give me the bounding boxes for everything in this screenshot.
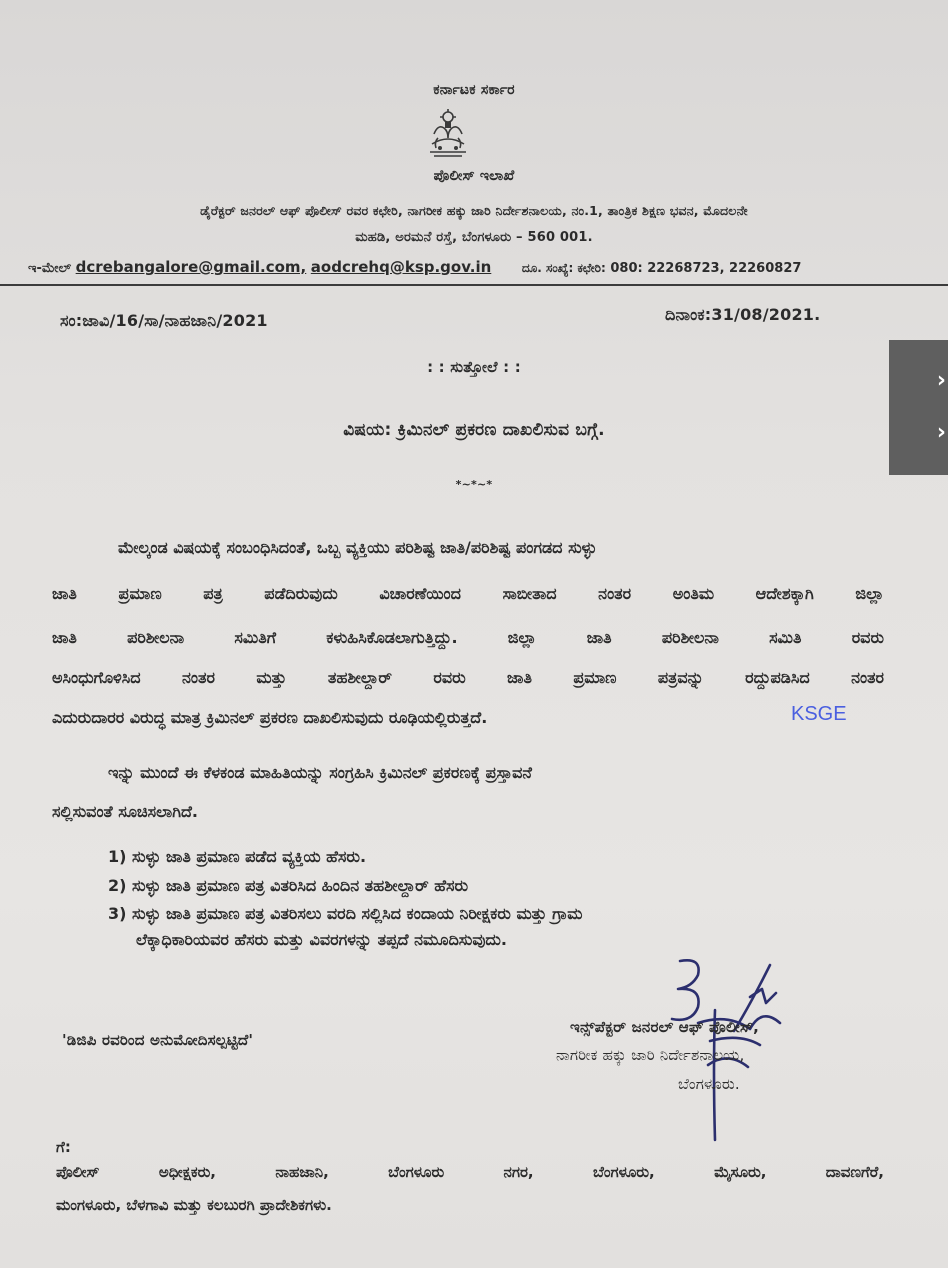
- chevron-right-icon: ›: [936, 420, 946, 445]
- separator: *~*~*: [455, 478, 493, 491]
- reference-number: ಸಂ:ಜಾವಿ/16/ಸಾ/ನಾಹಜಾನಿ/2021: [60, 311, 268, 330]
- paragraph1-line: ಎದುರುದಾರರ ವಿರುದ್ಧ ಮಾತ್ರ ಕ್ರಿಮಿನಲ್ ಪ್ರಕರಣ ದಾಖಲಿಸುವುದು ರೂಢಿಯಲ್ಲಿರುತ್ತದೆ.: [52, 708, 488, 727]
- recipients-line: ಪೊಲೀಸ್ ಅಧೀಕ್ಷಕರು, ನಾಹಜಾನಿ, ಬೆಂಗಳೂರು ನಗರ, ಬೆಂಗಳೂರು, ಮೈಸೂರು, ದಾವಣಗೆರೆ,: [56, 1163, 884, 1181]
- header-divider: [0, 284, 948, 286]
- subject-line: ವಿಷಯ: ಕ್ರಿಮಿನಲ್ ಪ್ರಕರಣ ದಾಖಲಿಸುವ ಬಗ್ಗೆ.: [343, 420, 605, 440]
- list-item-continuation: ಲೆಕ್ಕಾಧಿಕಾರಿಯವರ ಹೆಸರು ಮತ್ತು ವಿವರಗಳನ್ನು ತಪ್ಪದೆ ನಮೂದಿಸುವುದು.: [136, 930, 507, 949]
- paragraph2-line: ಇನ್ನು ಮುಂದೆ ಈ ಕೆಳಕಂಡ ಮಾಹಿತಿಯನ್ನು ಸಂಗ್ರಹಿಸಿ ಕ್ರಿಮಿನಲ್ ಪ್ರಕರಣಕ್ಕೆ ಪ್ರಸ್ತಾವನೆ: [108, 763, 532, 782]
- office-address-line1: ಡೈರೆಕ್ಟರ್ ಜನರಲ್ ಆಫ್ ಪೊಲೀಸ್ ರವರ ಕಛೇರಿ, ನಾಗರೀಕ ಹಕ್ಕು ಜಾರಿ ನಿರ್ದೇಶನಾಲಯ, ನಂ.1, ತಾಂತ್ರಿಕ ಶಿಕ್ಷಣ ಭವನ, ಮೊದಲನೇ: [200, 203, 748, 218]
- department-name: ಪೊಲೀಸ್ ಇಲಾಖೆ: [433, 168, 515, 184]
- signatory-city: ಬೆಂಗಳೂರು.: [678, 1075, 740, 1093]
- list-item: 1) ಸುಳ್ಳು ಜಾತಿ ಪ್ರಮಾಣ ಪಡೆದ ವ್ಯಕ್ತಿಯ ಹೆಸರು.: [108, 847, 367, 866]
- approval-note: 'ಡಿಜಿಪಿ ರವರಿಂದ ಅನುಮೋದಿಸಲ್ಪಟ್ಟಿದೆ': [62, 1031, 254, 1049]
- email-label: ಇ-ಮೇಲ್: [28, 261, 72, 276]
- paragraph2-line: ಸಲ್ಲಿಸುವಂತೆ ಸೂಚಿಸಲಾಗಿದೆ.: [52, 802, 199, 821]
- recipients-line: ಮಂಗಳೂರು, ಬೆಳಗಾವಿ ಮತ್ತು ಕಲಬುರಗಿ ಪ್ರಾದೇಶಿಕಗಳು.: [56, 1196, 332, 1214]
- government-name: ಕರ್ನಾಟಕ ಸರ್ಕಾರ: [433, 82, 515, 98]
- reference-date: ದಿನಾಂಕ:31/08/2021.: [665, 305, 821, 324]
- list-item: 2) ಸುಳ್ಳು ಜಾತಿ ಪ್ರಮಾಣ ಪತ್ರ ವಿತರಿಸಿದ ಹಿಂದಿನ ತಹಶೀಲ್ದಾರ್ ಹೆಸರು: [108, 876, 469, 895]
- handwritten-signature: [600, 945, 830, 1145]
- phone-label: ದೂ. ಸಂಖ್ಯೆ: ಕಛೇರಿ:: [521, 261, 606, 275]
- list-item: 3) ಸುಳ್ಳು ಜಾತಿ ಪ್ರಮಾಣ ಪತ್ರ ವಿತರಿಸಲು ವರದಿ ಸಲ್ಲಿಸಿದ ಕಂದಾಯ ನಿರೀಕ್ಷಕರು ಮತ್ತು ಗ್ರಾಮ: [108, 904, 583, 923]
- email-link-aodcrehq[interactable]: aodcrehq@ksp.gov.in: [310, 258, 492, 276]
- paragraph1-line: ಮೇಲ್ಕಂಡ ವಿಷಯಕ್ಕೆ ಸಂಬಂಧಿಸಿದಂತೆ, ಒಬ್ಬ ವ್ಯಕ್ತಿಯು ಪರಿಶಿಷ್ಟ ಜಾತಿ/ಪರಿಶಿಷ್ಟ ಪಂಗಡದ ಸುಳ್ಳು: [118, 538, 597, 557]
- paragraph1-line: ಅಸಿಂಧುಗೊಳಿಸಿದ ನಂತರ ಮತ್ತು ತಹಶೀಲ್ದಾರ್ ರವರು ಜಾತಿ ಪ್ರಮಾಣ ಪತ್ರವನ್ನು ರದ್ದುಪಡಿಸಿದ ನಂತರ: [52, 668, 884, 687]
- email-link-dcre[interactable]: dcrebangalore@gmail.com,: [75, 258, 307, 276]
- phone-number: 080: 22268723, 22260827: [610, 261, 802, 276]
- circular-title: : : ಸುತ್ತೋಲೆ : :: [427, 358, 521, 376]
- chevron-right-icon: ›: [936, 368, 946, 393]
- office-address-line2: ಮಹಡಿ, ಅರಮನೆ ರಸ್ತೆ, ಬೆಂಗಳೂರು – 560 001.: [355, 230, 593, 245]
- watermark-text: KSGE: [791, 703, 847, 725]
- to-label: ಗೆ:: [56, 1138, 72, 1156]
- next-page-tab[interactable]: [889, 340, 948, 475]
- paragraph1-line: ಜಾತಿ ಪ್ರಮಾಣ ಪತ್ರ ಪಡೆದಿರುವುದು ವಿಚಾರಣೆಯಿಂದ ಸಾಬೀತಾದ ನಂತರ ಅಂತಿಮ ಆದೇಶಕ್ಕಾಗಿ ಜಿಲ್ಲಾ: [52, 584, 884, 603]
- karnataka-emblem-icon: [424, 108, 472, 160]
- signatory-office: ನಾಗರೀಕ ಹಕ್ಕು ಜಾರಿ ನಿರ್ದೇಶನಾಲಯ,: [556, 1046, 745, 1064]
- signatory-title: ಇನ್ಸ್‌ಪೆಕ್ಟರ್ ಜನರಲ್ ಆಫ್ ಪೊಲೀಸ್,: [570, 1018, 759, 1036]
- paragraph1-line: ಜಾತಿ ಪರಿಶೀಲನಾ ಸಮಿತಿಗೆ ಕಳುಹಿಸಿಕೊಡಲಾಗುತ್ತಿದ್ದು. ಜಿಲ್ಲಾ ಜಾತಿ ಪರಿಶೀಲನಾ ಸಮಿತಿ ರವರು: [52, 628, 884, 647]
- contact-line: [28, 258, 801, 276]
